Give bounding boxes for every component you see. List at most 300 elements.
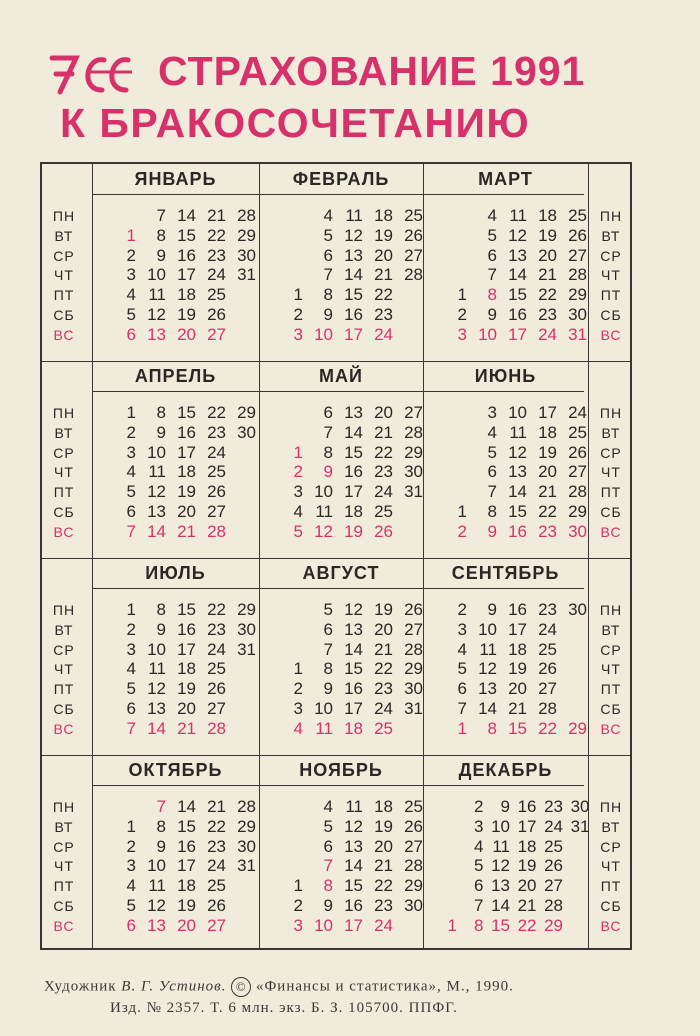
day-number: 5 — [126, 305, 136, 324]
day-number: 19 — [538, 225, 557, 245]
day-number: 7 — [457, 699, 467, 718]
day-number: 25 — [207, 876, 226, 896]
day-number: 1 — [457, 285, 467, 305]
day-number: 5 — [474, 856, 484, 876]
grid-header-line — [92, 194, 584, 195]
day-number: 29 — [568, 285, 587, 305]
day-number: 22 — [538, 718, 557, 738]
day-number: 21 — [207, 206, 226, 225]
day-number: 25 — [207, 659, 226, 679]
day-number: 24 — [374, 482, 393, 502]
day-number: 13 — [508, 462, 527, 482]
day-number: 21 — [374, 639, 393, 659]
day-number: 30 — [404, 896, 423, 915]
day-number: 1 — [293, 659, 303, 679]
weekday-label-left: ПТ — [53, 878, 75, 895]
day-number: 5 — [126, 679, 136, 699]
weekday-label-right: ВТ — [601, 227, 621, 244]
day-number: 5 — [457, 659, 467, 679]
weekday-label-left: СБ — [53, 307, 75, 323]
day-number: 26 — [207, 679, 226, 699]
day-number: 31 — [404, 699, 423, 718]
weekday-label-left: ПТ — [53, 681, 75, 698]
day-number: 5 — [487, 225, 497, 245]
weekday-label-left: ПН — [52, 208, 76, 224]
day-number: 3 — [293, 324, 303, 344]
day-number: 15 — [491, 915, 510, 935]
day-number: 14 — [344, 639, 363, 659]
day-number: 2 — [293, 305, 303, 324]
weekday-label-left: СБ — [53, 504, 75, 520]
day-number: 12 — [344, 225, 363, 245]
grid-block-line — [42, 558, 630, 559]
day-number: 12 — [491, 856, 510, 876]
grid-block-line — [42, 755, 630, 756]
day-number: 6 — [126, 324, 136, 344]
weekday-label-left: ВТ — [54, 818, 74, 835]
day-number: 18 — [177, 285, 196, 305]
day-number: 4 — [457, 639, 467, 659]
day-number: 30 — [237, 245, 256, 265]
day-number: 27 — [404, 836, 423, 856]
weekday-label-right: СБ — [600, 307, 622, 323]
day-number: 6 — [474, 876, 484, 896]
day-number: 5 — [487, 442, 497, 462]
day-number: 10 — [478, 619, 497, 639]
calendar-header — [0, 0, 700, 150]
day-number: 14 — [147, 521, 166, 541]
day-number: 2 — [474, 797, 484, 816]
day-number: 7 — [323, 856, 333, 876]
day-number: 1 — [293, 285, 303, 305]
day-number: 10 — [478, 324, 497, 344]
day-number: 3 — [474, 816, 484, 836]
day-number: 6 — [323, 619, 333, 639]
day-number: 26 — [207, 482, 226, 502]
day-number: 25 — [404, 797, 423, 816]
weekday-label-left: ПТ — [53, 484, 75, 501]
day-number: 20 — [374, 836, 393, 856]
day-number: 9 — [323, 679, 333, 699]
day-number: 21 — [538, 265, 557, 285]
weekday-label-right: ЧТ — [601, 661, 621, 678]
weekday-label-left: ЧТ — [54, 661, 74, 678]
day-number: 28 — [237, 797, 256, 816]
weekday-label-right: ВС — [600, 720, 622, 737]
day-number: 24 — [568, 403, 587, 422]
day-number: 16 — [177, 422, 196, 442]
day-number: 17 — [344, 915, 363, 935]
day-number: 21 — [177, 718, 196, 738]
day-number: 12 — [478, 659, 497, 679]
day-number: 14 — [344, 856, 363, 876]
month-name: ФЕВРАЛЬ — [292, 169, 390, 189]
day-number: 19 — [177, 482, 196, 502]
day-number: 10 — [314, 482, 333, 502]
day-number: 17 — [177, 639, 196, 659]
day-number: 24 — [374, 915, 393, 935]
day-number: 2 — [126, 836, 136, 856]
day-number: 7 — [323, 422, 333, 442]
day-number: 20 — [177, 915, 196, 935]
day-number: 14 — [147, 718, 166, 738]
day-number: 10 — [147, 639, 166, 659]
day-number: 13 — [147, 502, 166, 521]
day-number: 8 — [156, 816, 166, 836]
day-number: 18 — [177, 659, 196, 679]
weekday-label-left: СР — [53, 838, 75, 855]
day-number: 13 — [344, 836, 363, 856]
day-number: 8 — [156, 403, 166, 422]
day-number: 10 — [147, 265, 166, 285]
day-number: 4 — [293, 718, 303, 738]
weekday-label-right: ПТ — [600, 484, 622, 501]
grid-block-line — [42, 361, 630, 362]
month-name: НОЯБРЬ — [299, 760, 383, 780]
day-number: 9 — [487, 521, 497, 541]
day-number: 2 — [457, 600, 467, 619]
day-number: 19 — [374, 600, 393, 619]
day-number: 15 — [344, 659, 363, 679]
weekday-label-right: ВС — [600, 917, 622, 934]
weekday-label-left: ВС — [53, 326, 75, 343]
weekday-label-left: ПТ — [53, 287, 75, 304]
day-number: 25 — [568, 206, 587, 225]
weekday-label-right: ЧТ — [601, 267, 621, 284]
day-number: 4 — [126, 462, 136, 482]
day-number: 23 — [538, 600, 557, 619]
weekday-label-right: ПН — [599, 799, 623, 815]
day-number: 4 — [487, 422, 497, 442]
day-number: 12 — [147, 679, 166, 699]
day-number: 25 — [207, 285, 226, 305]
weekday-label-right: СР — [600, 641, 622, 658]
day-number: 15 — [508, 502, 527, 521]
day-number: 16 — [508, 600, 527, 619]
grid-header-line — [92, 588, 584, 589]
day-number: 7 — [474, 896, 484, 915]
day-number: 18 — [538, 206, 557, 225]
day-number: 18 — [177, 462, 196, 482]
day-number: 10 — [147, 442, 166, 462]
day-number: 22 — [374, 659, 393, 679]
day-number: 28 — [544, 896, 563, 915]
day-number: 23 — [538, 305, 557, 324]
day-number: 9 — [323, 305, 333, 324]
day-number: 6 — [323, 245, 333, 265]
day-number: 17 — [177, 265, 196, 285]
day-number: 13 — [508, 245, 527, 265]
day-number: 23 — [538, 521, 557, 541]
day-number: 19 — [177, 679, 196, 699]
month-name: ИЮНЬ — [474, 366, 537, 386]
day-number: 22 — [207, 403, 226, 422]
day-number: 23 — [207, 836, 226, 856]
weekday-label-left: ВС — [53, 523, 75, 540]
day-number: 27 — [404, 245, 423, 265]
day-number: 10 — [508, 403, 527, 422]
weekday-label-left: ПН — [52, 602, 76, 618]
day-number: 9 — [156, 422, 166, 442]
footer-credits — [44, 977, 514, 997]
day-number: 12 — [344, 600, 363, 619]
day-number: 30 — [404, 679, 423, 699]
day-number: 18 — [508, 639, 527, 659]
month-name: ИЮЛЬ — [145, 563, 206, 583]
day-number: 23 — [207, 245, 226, 265]
day-number: 2 — [293, 462, 303, 482]
day-number: 22 — [538, 285, 557, 305]
day-number: 22 — [374, 876, 393, 896]
day-number: 27 — [538, 679, 557, 699]
day-number: 23 — [207, 619, 226, 639]
day-number: 11 — [315, 718, 333, 738]
weekday-label-right: СР — [600, 247, 622, 264]
day-number: 29 — [568, 502, 587, 521]
day-number: 28 — [207, 521, 226, 541]
day-number: 8 — [487, 502, 497, 521]
day-number: 29 — [404, 659, 423, 679]
weekday-label-right: ВС — [600, 523, 622, 540]
day-number: 2 — [126, 422, 136, 442]
day-number: 6 — [126, 915, 136, 935]
day-number: 5 — [323, 225, 333, 245]
day-number: 21 — [374, 856, 393, 876]
day-number: 13 — [147, 699, 166, 718]
day-number: 6 — [323, 836, 333, 856]
grid-header-line — [92, 785, 584, 786]
day-number: 30 — [568, 521, 587, 541]
day-number: 21 — [517, 896, 537, 915]
day-number: 24 — [538, 619, 557, 639]
day-number: 9 — [500, 797, 510, 816]
day-number: 9 — [323, 896, 333, 915]
day-number: 4 — [126, 659, 136, 679]
day-number: 28 — [404, 856, 423, 876]
day-number: 19 — [538, 442, 557, 462]
day-number: 6 — [457, 679, 467, 699]
weekday-label-right: ПН — [599, 405, 623, 421]
day-number: 17 — [538, 403, 557, 422]
day-number: 11 — [345, 206, 363, 225]
day-number: 12 — [508, 442, 527, 462]
weekday-label-left: СБ — [53, 898, 75, 914]
weekday-label-right: ВТ — [601, 621, 621, 638]
day-number: 26 — [538, 659, 557, 679]
day-number: 6 — [487, 462, 497, 482]
day-number: 28 — [538, 699, 557, 718]
title-line-2: К БРАКОСОЧЕТАНИЮ — [60, 100, 531, 146]
day-number: 4 — [323, 797, 333, 816]
weekday-label-left: ВС — [53, 720, 75, 737]
day-number: 7 — [126, 521, 136, 541]
day-number: 12 — [314, 521, 333, 541]
day-number: 30 — [570, 797, 590, 816]
day-number: 18 — [344, 502, 363, 521]
weekday-label-left: СР — [53, 444, 75, 461]
day-number: 31 — [570, 816, 590, 836]
day-number: 26 — [207, 305, 226, 324]
day-number: 29 — [237, 225, 256, 245]
day-number: 22 — [538, 502, 557, 521]
day-number: 16 — [177, 836, 196, 856]
day-number: 2 — [293, 679, 303, 699]
day-number: 25 — [374, 502, 393, 521]
day-number: 4 — [323, 206, 333, 225]
day-number: 6 — [126, 699, 136, 718]
day-number: 3 — [457, 324, 467, 344]
day-number: 19 — [344, 521, 363, 541]
day-number: 13 — [344, 245, 363, 265]
footer-artist-name: В. Г. Устинов. — [121, 978, 227, 995]
day-number: 11 — [148, 285, 166, 305]
day-number: 2 — [126, 619, 136, 639]
day-number: 17 — [344, 482, 363, 502]
day-number: 25 — [374, 718, 393, 738]
day-number: 13 — [478, 679, 497, 699]
day-number: 6 — [323, 403, 333, 422]
day-number: 31 — [237, 856, 256, 876]
day-number: 23 — [544, 797, 563, 816]
day-number: 17 — [508, 619, 527, 639]
footer-artist-prefix: Художник — [44, 978, 117, 995]
weekday-label-right: ПТ — [600, 878, 622, 895]
day-number: 21 — [538, 482, 557, 502]
day-number: 20 — [374, 245, 393, 265]
day-number: 29 — [237, 816, 256, 836]
day-number: 29 — [404, 876, 423, 896]
day-number: 29 — [568, 718, 587, 738]
day-number: 8 — [323, 876, 333, 896]
day-number: 30 — [404, 462, 423, 482]
day-number: 7 — [323, 265, 333, 285]
day-number: 12 — [147, 896, 166, 915]
day-number: 26 — [404, 816, 423, 836]
day-number: 24 — [207, 442, 226, 462]
day-number: 3 — [293, 699, 303, 718]
day-number: 21 — [207, 797, 226, 816]
day-number: 15 — [177, 600, 196, 619]
day-number: 28 — [568, 482, 587, 502]
day-number: 24 — [207, 639, 226, 659]
day-number: 6 — [487, 245, 497, 265]
day-number: 21 — [177, 521, 196, 541]
weekday-label-right: ЧТ — [601, 464, 621, 481]
weekday-label-right: ПН — [599, 208, 623, 224]
weekday-label-left: ВТ — [54, 621, 74, 638]
day-number: 31 — [237, 265, 256, 285]
day-number: 9 — [487, 305, 497, 324]
calendar-grid — [40, 162, 632, 950]
day-number: 5 — [323, 600, 333, 619]
day-number: 9 — [487, 600, 497, 619]
day-number: 2 — [293, 896, 303, 915]
day-number: 8 — [487, 718, 497, 738]
day-number: 16 — [344, 896, 363, 915]
month-name: ЯНВАРЬ — [134, 169, 217, 189]
day-number: 22 — [207, 816, 226, 836]
day-number: 8 — [323, 442, 333, 462]
day-number: 27 — [568, 245, 587, 265]
day-number: 1 — [126, 225, 136, 245]
day-number: 23 — [374, 305, 393, 324]
day-number: 26 — [404, 225, 423, 245]
weekday-label-right: ВС — [600, 326, 622, 343]
day-number: 13 — [344, 403, 363, 422]
day-number: 15 — [177, 225, 196, 245]
grid-vertical-line — [259, 164, 260, 948]
day-number: 19 — [177, 305, 196, 324]
day-number: 13 — [147, 324, 166, 344]
day-number: 22 — [374, 285, 393, 305]
day-number: 20 — [177, 324, 196, 344]
day-number: 6 — [126, 502, 136, 521]
day-number: 19 — [374, 816, 393, 836]
day-number: 17 — [508, 324, 527, 344]
day-number: 29 — [237, 600, 256, 619]
day-number: 19 — [517, 856, 537, 876]
day-number: 30 — [237, 836, 256, 856]
weekday-label-right: ЧТ — [601, 858, 621, 875]
day-number: 8 — [156, 225, 166, 245]
month-name: СЕНТЯБРЬ — [451, 563, 560, 583]
day-number: 10 — [314, 699, 333, 718]
day-number: 22 — [374, 442, 393, 462]
day-number: 26 — [568, 225, 587, 245]
day-number: 5 — [323, 816, 333, 836]
day-number: 12 — [147, 482, 166, 502]
day-number: 7 — [156, 797, 166, 816]
day-number: 17 — [344, 699, 363, 718]
weekday-label-left: ВС — [53, 917, 75, 934]
day-number: 15 — [177, 403, 196, 422]
day-number: 31 — [404, 482, 423, 502]
grid-header-line — [92, 391, 584, 392]
day-number: 27 — [404, 403, 423, 422]
day-number: 18 — [517, 836, 537, 856]
day-number: 14 — [177, 797, 196, 816]
day-number: 16 — [508, 521, 527, 541]
day-number: 17 — [177, 442, 196, 462]
day-number: 17 — [177, 856, 196, 876]
weekday-label-right: ВТ — [601, 424, 621, 441]
day-number: 4 — [293, 502, 303, 521]
day-number: 3 — [487, 403, 497, 422]
day-number: 7 — [487, 482, 497, 502]
weekday-label-left: ВТ — [54, 227, 74, 244]
day-number: 15 — [508, 718, 527, 738]
day-number: 1 — [457, 502, 467, 521]
day-number: 3 — [126, 639, 136, 659]
day-number: 11 — [315, 502, 333, 521]
day-number: 28 — [568, 265, 587, 285]
day-number: 23 — [374, 896, 393, 915]
day-number: 30 — [568, 600, 587, 619]
day-number: 25 — [404, 206, 423, 225]
day-number: 15 — [508, 285, 527, 305]
day-number: 25 — [568, 422, 587, 442]
day-number: 28 — [404, 422, 423, 442]
month-name: АПРЕЛЬ — [134, 366, 217, 386]
day-number: 12 — [147, 305, 166, 324]
day-number: 1 — [293, 876, 303, 896]
day-number: 18 — [344, 718, 363, 738]
day-number: 30 — [237, 422, 256, 442]
day-number: 1 — [126, 816, 136, 836]
day-number: 11 — [148, 659, 166, 679]
grid-vertical-line — [423, 164, 424, 948]
day-number: 14 — [508, 482, 527, 502]
